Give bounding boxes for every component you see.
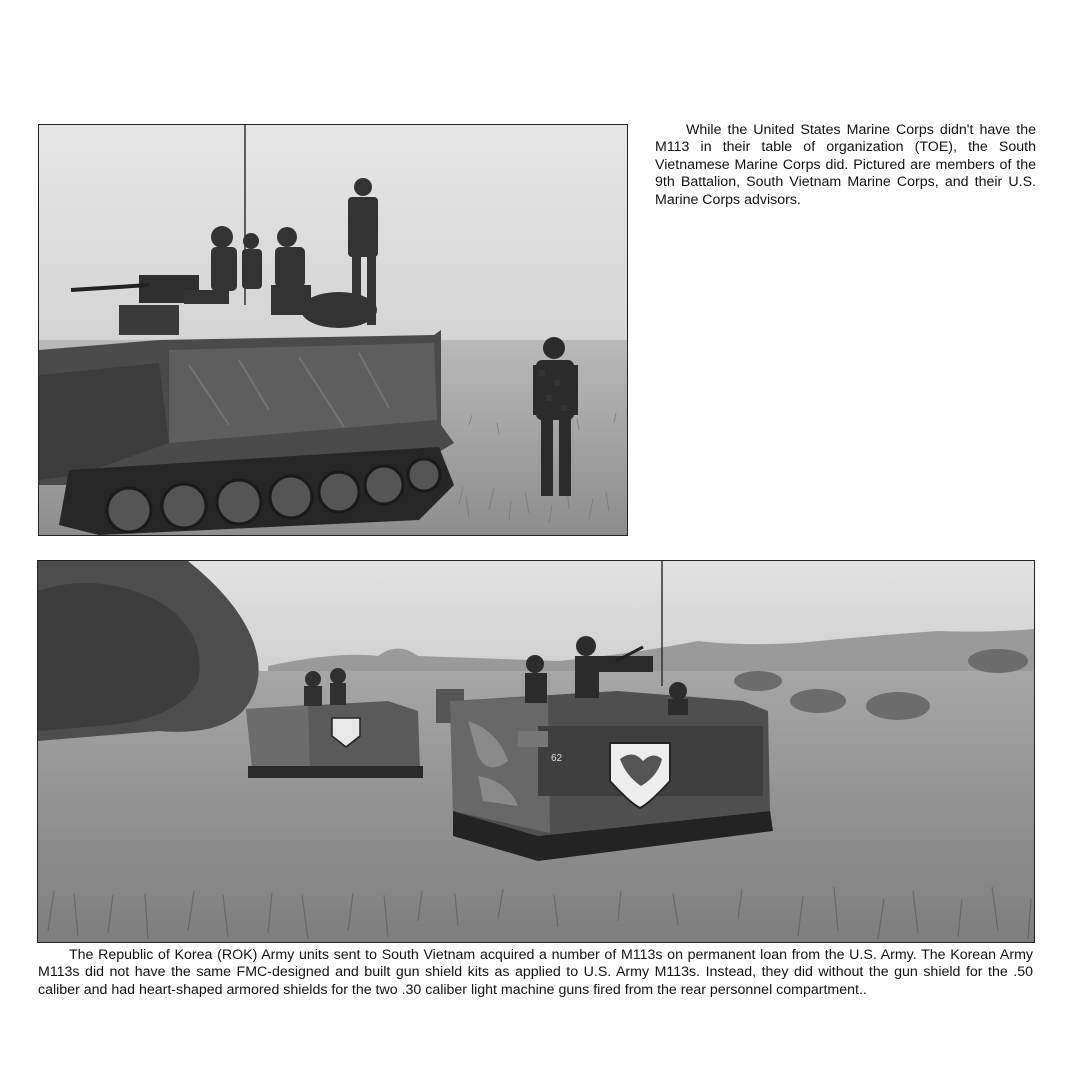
caption-top: While the United States Marine Corps didn't have the M113 in their table of organization (TOE), the South Vietnamese Marine Corps did. Pictured are members of the 9th Battalion, South Vietnam Marine Corps, and their U.S. Marine Corps advisors. <box>655 122 1036 208</box>
photo-m113-marines <box>38 124 628 536</box>
photo-rok-m113-column <box>37 560 1035 943</box>
caption-bottom: The Republic of Korea (ROK) Army units sent to South Vietnam acquired a number of M113s on permanent loan from the U.S. Army. The Korean Army M113s did not have the same FMC-designed and built gun shield kits as applied to U.S. Army M113s. Instead, they did without the gun shield for the .50 caliber and had heart-shaped armored shields for the two .30 caliber light machine guns fired from the rear personnel compartment.. <box>38 947 1033 998</box>
rok-m113-column-photo-icon <box>38 561 1034 942</box>
m113-marines-photo-icon <box>39 125 627 535</box>
vehicle-marking: 62 <box>551 753 563 764</box>
